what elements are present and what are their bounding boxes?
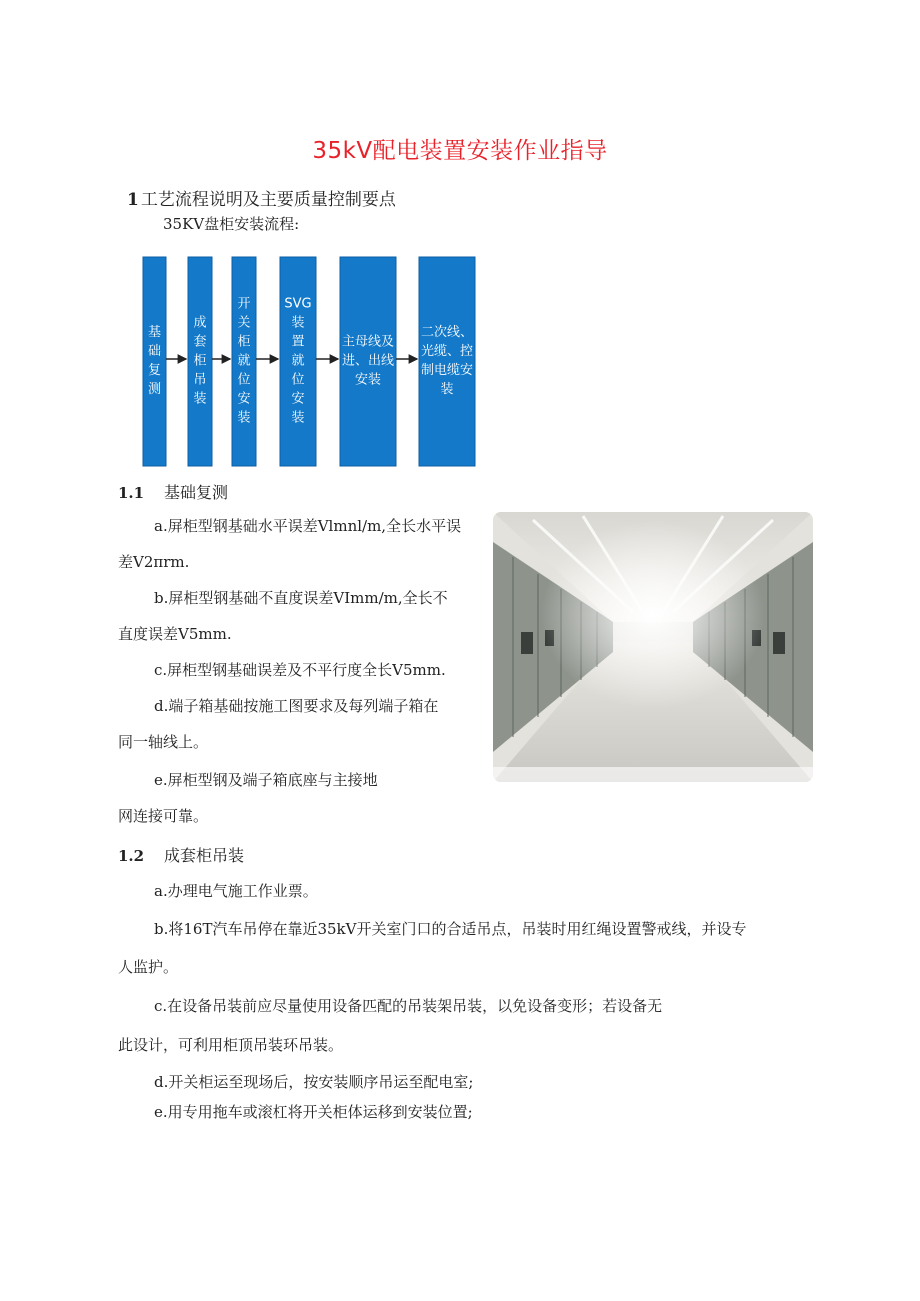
document-title: 35kV配电装置安装作业指导 [312, 138, 608, 164]
flow-step-4-label: SVG 装置就位安装 [284, 296, 312, 426]
section-title: 基础复测 [164, 483, 229, 502]
paragraph-line: b.屏柜型钢基础不直度误差VImm∕m,全长不 [154, 589, 448, 607]
flow-step-6-label: 二次线、光缆、控制电缆安装 [420, 325, 474, 397]
section-1-1-heading [118, 480, 228, 503]
paragraph-line: 此设计，可利用柜顶吊装环吊装。 [118, 1036, 344, 1054]
paragraph-line: 网连接可靠。 [118, 807, 209, 825]
paragraph-line: e.用专用拖车或滚杠将开关柜体运移到安装位置; [154, 1103, 473, 1121]
flow-subheading: 35KV盘柜安装流程: [163, 215, 300, 233]
paragraph-line: c.屏柜型钢基础误差及不平行度全长V5mm. [154, 661, 446, 679]
paragraph-line: 人监护。 [118, 958, 179, 976]
flow-step-2-label: 成套柜吊装 [193, 315, 207, 407]
paragraph-line: a.办理电气施工作业票。 [154, 882, 318, 900]
paragraph-line: 直度误差V5mm. [118, 625, 232, 643]
paragraph-line: d.开关柜运至现场后，按安装顺序吊运至配电室; [154, 1073, 474, 1091]
flow-box-1 [143, 257, 166, 466]
paragraph-line: 差V2πrm. [118, 553, 190, 571]
flow-step-5-label: 主母线及进、出线安装 [341, 334, 395, 388]
paragraph-line: c.在设备吊装前应尽量使用设备匹配的吊装架吊装，以免设备变形；若设备无 [154, 997, 663, 1015]
section-title: 工艺流程说明及主要质量控制要点 [140, 190, 396, 210]
switchgear-room-photo [493, 512, 813, 782]
section-title: 成套柜吊装 [164, 846, 245, 865]
section-number: 1.2 [118, 847, 145, 865]
paragraph-line: a.屏柜型钢基础水平误差Vlmnl∕m,全长水平误 [154, 517, 462, 535]
section-number: 1.1 [118, 484, 145, 502]
flow-step-1-label: 基础复测 [147, 325, 162, 397]
paragraph-line: b.将16T汽车吊停在靠近35kV开关室门口的合适吊点，吊装时用红绳设置警戒线，并设专 [154, 920, 747, 938]
paragraph-line: e.屏柜型钢及端子箱底座与主接地 [154, 771, 378, 789]
paragraph-line: 同一轴线上。 [118, 733, 209, 751]
section-number: 1 [127, 190, 139, 210]
flow-step-3-label: 开关柜就位安装 [237, 296, 251, 426]
section-1-heading [127, 185, 396, 210]
paragraph-line: d.端子箱基础按施工图要求及每列端子箱在 [154, 697, 439, 715]
flow-box-6 [419, 257, 475, 466]
installation-flowchart [140, 255, 480, 467]
section-1-2-heading [118, 843, 244, 866]
